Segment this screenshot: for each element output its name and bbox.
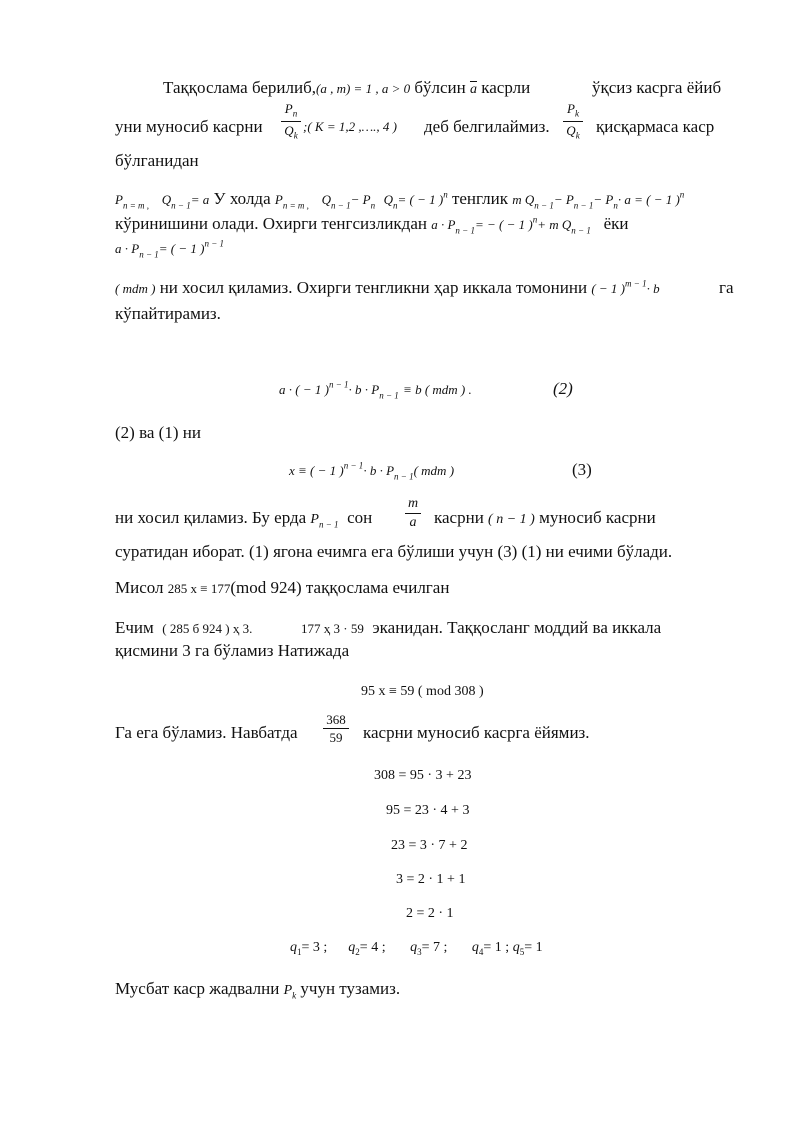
math-variable: q xyxy=(471,940,479,955)
math-variable: q xyxy=(410,940,418,955)
math-expression: ( 285 б 924 ) ҳ 3. xyxy=(162,621,253,636)
math-variable: q xyxy=(512,940,520,955)
math-expression: = 7 ; xyxy=(421,940,448,955)
math-variable: Q xyxy=(321,192,332,207)
math-variable: q xyxy=(290,940,297,955)
superscript: n xyxy=(443,189,448,200)
subscript: 3 xyxy=(417,946,422,957)
math-variable: Q xyxy=(383,192,393,207)
math-expression: m Q xyxy=(512,192,535,207)
math-expression: ≡ b ( mdm ) . xyxy=(403,382,472,397)
equation-2 xyxy=(279,379,472,401)
text: муносиб касрни xyxy=(539,508,656,527)
text: ўқсиз касрга ёйиб xyxy=(592,78,722,97)
superscript: n − 1 xyxy=(328,379,349,390)
subscript: n − 1 xyxy=(379,390,399,401)
subscript: n − 1 xyxy=(394,471,414,482)
text: бўлсин xyxy=(414,78,466,97)
fraction xyxy=(405,497,421,530)
math-expression: = 4 ; xyxy=(359,940,386,955)
superscript: m − 1 xyxy=(625,278,647,289)
text: Мисол xyxy=(115,578,164,597)
paragraph-line xyxy=(115,508,372,530)
math-expression: · a = ( − 1 ) xyxy=(617,192,680,207)
subscript: n = m , xyxy=(122,200,150,211)
text: деб белгилаймиз. xyxy=(424,117,550,136)
paragraph-line xyxy=(163,78,530,99)
division-step: 308 = 95 · 3 + 23 xyxy=(374,768,472,783)
subscript: k xyxy=(574,108,579,119)
math-expression: = ( − 1 ) xyxy=(158,241,205,256)
text: касрни муносиб касрга ёйямиз. xyxy=(363,723,590,742)
paragraph-line xyxy=(115,578,449,598)
division-step: 3 = 2 · 1 + 1 xyxy=(396,872,466,887)
text: Га ега бўламиз. Навбатда xyxy=(115,723,298,742)
subscript: n xyxy=(392,200,398,211)
math-expression: 285 x ≡ 177 xyxy=(167,581,231,596)
subscript: 5 xyxy=(519,946,525,957)
math-expression: (a , m) = 1 , a > 0 xyxy=(316,81,411,96)
math-expression: 177 ҳ 3 · 59 xyxy=(301,621,364,636)
paragraph-line xyxy=(115,214,629,236)
math-expression: + m Q xyxy=(537,217,572,232)
subscript: n = m , xyxy=(282,200,309,211)
text: ни хосил қиламиз. Охирги тенгликни ҳар иккала томонини xyxy=(159,278,588,297)
congruence-equation xyxy=(361,680,484,701)
math-expression: 95 x ≡ 59 ( mod 308 ) xyxy=(361,684,484,699)
math-variable: Q xyxy=(161,192,172,207)
superscript: n xyxy=(679,189,685,200)
math-expression: x ≡ ( − 1 ) xyxy=(289,463,344,478)
superscript: n − 1 xyxy=(343,460,364,471)
math-expression: = ( − 1 ) xyxy=(397,192,444,207)
subscript: n − 1 xyxy=(455,225,475,236)
equation-label: (2) xyxy=(553,379,573,398)
numerator: P xyxy=(567,101,575,116)
math-variable: P xyxy=(310,512,319,527)
equation-3 xyxy=(289,460,454,482)
math-expression: = 3 ; xyxy=(301,940,328,955)
text: Мусбат каср жадвални xyxy=(115,979,280,998)
subscript: 4 xyxy=(478,946,484,957)
text: учун тузамиз. xyxy=(300,979,401,998)
division-step: 23 = 3 · 7 + 2 xyxy=(391,838,468,853)
text: қисмини 3 га бўламиз Натижада xyxy=(115,641,350,660)
math-expression: = 1 ; xyxy=(483,940,510,955)
text: қисқармаса каср xyxy=(596,117,715,136)
subscript: 1 xyxy=(297,946,302,957)
paragraph-line xyxy=(115,618,252,638)
text: Таққослама берилиб, xyxy=(163,78,317,97)
superscript: n xyxy=(532,214,538,225)
text: ни хосил қиламиз. Бу ерда xyxy=(115,508,307,527)
fraction xyxy=(563,102,583,140)
denominator: Q xyxy=(284,122,294,138)
denominator: a xyxy=(409,515,417,530)
numerator: m xyxy=(407,496,419,511)
math-expression: · b · P xyxy=(363,463,395,478)
math-expression: ( − 1 ) xyxy=(591,281,625,296)
math-expression: · b xyxy=(646,281,660,296)
paragraph-line xyxy=(115,238,224,260)
subscript: n xyxy=(370,200,376,211)
superscript: n − 1 xyxy=(204,238,225,249)
math-expression: − P xyxy=(350,192,371,207)
math-expression: ;( K = 1,2 ,…., 4 ) xyxy=(303,119,397,134)
math-expression: − P xyxy=(593,192,614,207)
denominator: 59 xyxy=(329,730,343,745)
division-step: 2 = 2 · 1 xyxy=(406,906,454,921)
paragraph-line xyxy=(115,189,684,211)
text: уни муносиб касрни xyxy=(115,117,263,136)
subscript: n − 1 xyxy=(534,200,554,211)
math-variable: P xyxy=(274,192,283,207)
text: бўлганидан xyxy=(115,151,199,170)
math-expression: = − ( − 1 ) xyxy=(475,217,533,232)
division-step: 95 = 23 · 4 + 3 xyxy=(386,803,470,818)
math-expression: − P xyxy=(553,192,574,207)
text: касрли xyxy=(481,78,531,97)
math-variable: P xyxy=(283,983,293,998)
subscript: n − 1 xyxy=(331,200,351,211)
text: (mod 924) таққослама ечилган xyxy=(230,578,450,597)
math-expression: a · ( − 1 ) xyxy=(279,382,329,397)
paragraph-line xyxy=(115,278,660,298)
math-expression: ( n − 1 ) xyxy=(488,512,535,527)
subscript: 2 xyxy=(355,946,360,957)
paragraph-line xyxy=(301,618,661,638)
subscript: k xyxy=(292,990,297,1001)
math-expression: = a xyxy=(190,192,210,207)
partial-quotients xyxy=(290,940,543,958)
text: (2) ва (1) ни xyxy=(115,423,201,442)
text: У холда xyxy=(213,189,271,208)
math-variable: q xyxy=(348,940,356,955)
text: касрни xyxy=(434,508,484,527)
subscript: n xyxy=(613,200,618,211)
math-expression: a · P xyxy=(431,217,456,232)
subscript: n − 1 xyxy=(139,249,159,260)
math-variable: P xyxy=(115,192,123,207)
paragraph-line xyxy=(115,979,400,1001)
fraction xyxy=(281,102,301,140)
math-variable: $\overline{a}$ xyxy=(469,82,477,97)
subscript: n − 1 xyxy=(573,200,594,211)
equation-label: (3) xyxy=(572,460,592,479)
text: суратидан иборат. (1) ягона ечимга ега бўлиши учун (3) (1) ни ечими бўлади. xyxy=(115,542,673,561)
paragraph-line xyxy=(434,508,656,529)
text: кўпайтирамиз. xyxy=(115,304,221,323)
subscript: n − 1 xyxy=(571,225,591,236)
subscript: n − 1 xyxy=(318,519,339,530)
denominator: Q xyxy=(566,122,576,138)
text: кўринишини олади. Охирги тенгсизликдан xyxy=(115,214,427,233)
math-expression: ( mdm ) xyxy=(413,463,455,478)
text: Ечим xyxy=(115,618,154,637)
math-expression: = 1 xyxy=(524,940,543,955)
numerator: 368 xyxy=(326,712,346,727)
subscript: k xyxy=(293,130,298,141)
subscript: n xyxy=(292,108,298,119)
numerator: P xyxy=(284,101,293,116)
subscript: n − 1 xyxy=(171,200,191,211)
text: сон xyxy=(347,508,373,527)
math-expression: ( mdm ) xyxy=(115,281,156,296)
text: га xyxy=(719,278,734,297)
text: эканидан. Таққосланг моддий ва иккала xyxy=(372,618,662,637)
math-expression: a · P xyxy=(115,241,140,256)
text: тенглик xyxy=(451,189,508,208)
subscript: k xyxy=(575,130,580,141)
math-expression: · b · P xyxy=(348,382,380,397)
fraction xyxy=(323,713,349,744)
text: ёки xyxy=(603,214,629,233)
